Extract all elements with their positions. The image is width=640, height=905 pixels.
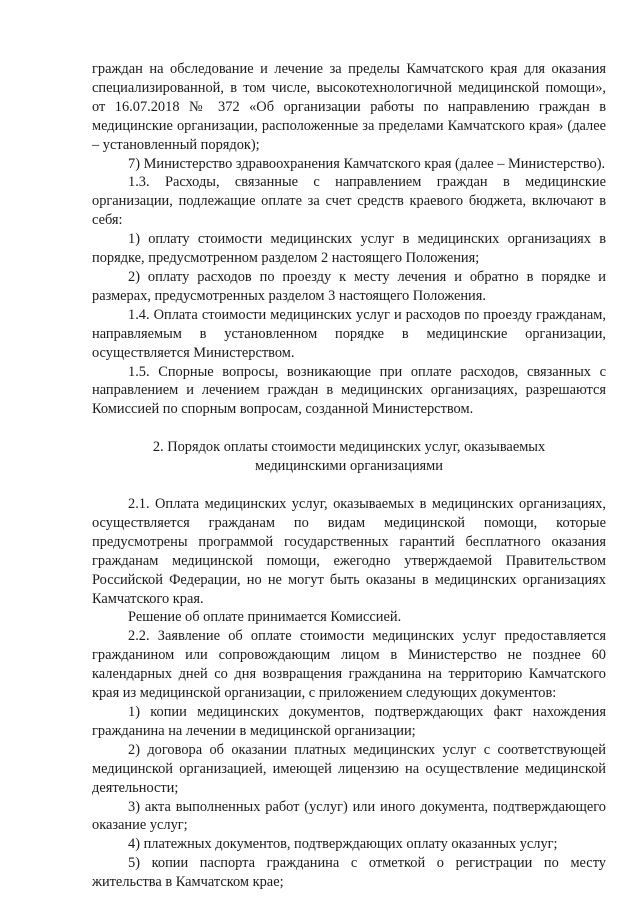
paragraph-decision: Решение об оплате принимается Комиссией.: [128, 609, 402, 626]
paragraph-2-2-item-4: 4) платежных документов, подтверждающих оплату оказанных услуг;: [128, 836, 558, 853]
paragraph-item-7: 7) Министерство здравоохранения Камчатского края (далее – Министерство).: [128, 155, 606, 172]
paragraph-2-2-item-1: 1) копии медицинских документов, подтверждающих факт нахождения гражданина на лечении в медицинской организации;: [92, 704, 606, 739]
section-heading: [92, 438, 606, 476]
paragraph-1-3-item-1: 1) оплату стоимости медицинских услуг в медицинских организациях в порядке, предусмотренном разделом 2 настоящего Положения;: [92, 231, 606, 267]
paragraph-1-3: 1.3. Расходы, связанные с направлением граждан в медицинские организации, подлежащие оплате за счет средств краевого бюджета, включают в себя:: [92, 174, 606, 229]
paragraph-2-2-item-2: 2) договора об оказании платных медицинских услуг с соответствующей медицинской организацией, имеющей лицензию на осуществление медицинской деятельности;: [92, 741, 606, 796]
paragraph-continuation: граждан на обследование и лечение за пределы Камчатского края для оказания специализированной, в том числе, высокотехнологичной медицинской помощи», от 16.07.2018 № 372 «Об организации работы по направлению граждан в медицинские организации, расположенные за пределами Камчатского края» (далее – установленный порядок);: [92, 61, 606, 153]
paragraph-1-3-item-2: 2) оплату расходов по проезду к месту лечения и обратно в порядке и размерах, предусмотренных разделом 3 настоящего Положения.: [92, 268, 606, 304]
section-heading-line-1: 2. Порядок оплаты стоимости медицинских услуг, оказываемых: [152, 439, 546, 456]
paragraph-1-4: 1.4. Оплата стоимости медицинских услуг и расходов по проезду гражданам, направляемым в установленном порядке в медицинские организации, осуществляется Министерством.: [92, 306, 606, 361]
paragraph-2-2: 2.2. Заявление об оплате стоимости медицинских услуг предоставляется гражданином или сопровождающим лицом в Министерство не позднее 60 календарных дней со дня возвращения гражданина на территорию Камчатского края из медицинской организации, с приложением следующих документов:: [92, 628, 606, 702]
section-heading-line-2: медицинскими организациями: [255, 458, 443, 475]
document-body: [92, 60, 606, 892]
paragraph-2-1: 2.1. Оплата медицинских услуг, оказываемых в медицинских организациях, осуществляется гражданам по видам медицинской помощи, которые предусмотрены программой государственных гарантий бесплатного оказания гражданам медицинской помощи, ежегодно утверждаемой Правительством Российской Федерации, но не могут быть оказаны в медицинских организациях Камчатского края.: [92, 496, 606, 607]
paragraph-1-5: 1.5. Спорные вопросы, возникающие при оплате расходов, связанных с направлением и лечением граждан в медицинских организациях, разрешаются Комиссией по спорным вопросам, созданной Министерством.: [92, 363, 606, 418]
paragraph-2-2-item-5: 5) копии паспорта гражданина с отметкой о регистрации по месту жительства в Камчатском крае;: [92, 855, 606, 891]
paragraph-2-2-item-3: 3) акта выполненных работ (услуг) или иного документа, подтверждающего оказание услуг;: [92, 798, 606, 834]
